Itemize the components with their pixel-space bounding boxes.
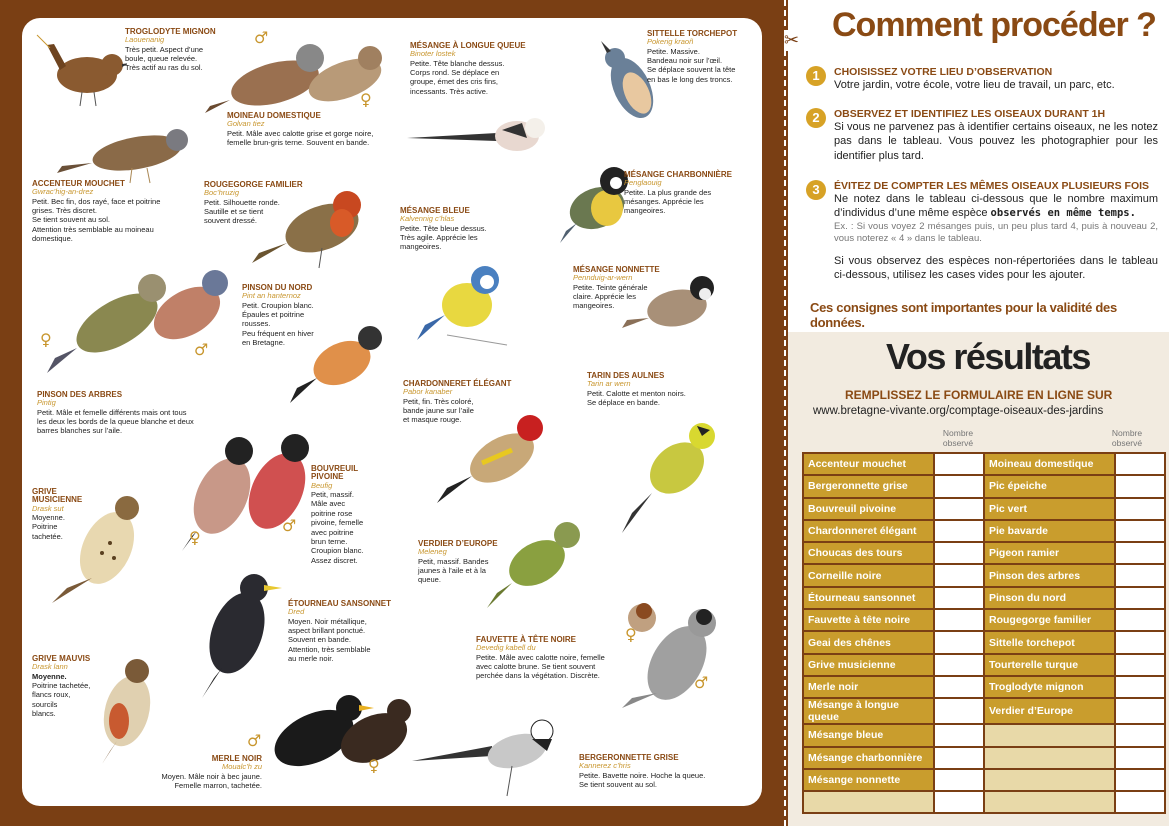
count-input[interactable] xyxy=(934,564,984,586)
mesange-lq-illustration xyxy=(397,108,557,168)
female-symbol: ♀ xyxy=(360,90,372,109)
grive-mauvis-desc: Poitrine tachetée, flancs roux, sourcils blancs. xyxy=(32,681,91,719)
step-1 xyxy=(806,66,1158,92)
pinson-arbres-name: PINSON DES ARBRES xyxy=(37,390,123,399)
step-3-heading: ÉVITEZ DE COMPTER LES MÊMES OISEAUX PLUSIEURS FOIS xyxy=(834,180,1150,192)
grive-mus-local: Drask sut xyxy=(32,503,64,513)
table-row xyxy=(803,609,1165,631)
species-name: Chardonneret élégant xyxy=(803,520,934,542)
table-row xyxy=(803,453,1165,475)
form-heading: REMPLISSEZ LE FORMULAIRE EN LIGNE SUR xyxy=(845,388,1113,402)
table-row xyxy=(803,520,1165,542)
species-name: Tourterelle turque xyxy=(984,654,1115,676)
sittelle-local: Pokerig kraoñ xyxy=(647,37,694,47)
table-row xyxy=(803,747,1165,769)
how-title: Comment procéder ? xyxy=(832,6,1156,44)
nonnette-local: Pennduig-ar-wern xyxy=(573,273,633,283)
step-3-text-bold: observés en même temps. xyxy=(990,207,1136,220)
table-row xyxy=(803,564,1165,586)
species-name: Geai des chênes xyxy=(803,631,934,653)
step-2-number: 2 xyxy=(806,108,826,128)
male-symbol: ♂ xyxy=(194,340,209,359)
bouvreuil-desc: Petit, massif. Mâle avec poitrine rose pivoine, femelle avec poitrine brun terne. Croupion blanc. Assez discret. xyxy=(311,490,364,565)
merle-illustration xyxy=(244,683,424,793)
count-input[interactable] xyxy=(934,791,984,813)
bergeronnette-desc: Petite. Bavette noire. Hoche la queue. Se tient souvent au sol. xyxy=(579,770,706,790)
troglodyte-local: Laouenanig xyxy=(125,35,165,45)
bergeronnette-illustration xyxy=(407,706,572,806)
chardonneret-desc: Petit, fin. Très coloré, bande jaune sur l’aile et masque rouge. xyxy=(403,396,474,425)
species-name: Accenteur mouchet xyxy=(803,453,934,475)
fauvette-info xyxy=(476,636,656,681)
count-input[interactable] xyxy=(1115,542,1165,564)
table-row xyxy=(803,631,1165,653)
bergeronnette-name: BERGERONNETTE GRISE xyxy=(579,753,679,762)
male-symbol: ♂ xyxy=(282,516,297,535)
tarin-info xyxy=(587,372,717,407)
moineau-name: MOINEAU DOMESTIQUE xyxy=(227,111,321,120)
step-3-example: Ex. : Si vous voyez 2 mésanges puis, un peu plus tard 4, puis à nouveau 2, vous noterez « 4 » dans le tableau. xyxy=(834,220,1158,245)
count-input[interactable] xyxy=(934,654,984,676)
count-input[interactable] xyxy=(1115,698,1165,724)
count-input[interactable] xyxy=(934,724,984,746)
charbonniere-local: Penglaouig xyxy=(624,178,662,188)
count-input[interactable] xyxy=(934,475,984,497)
species-name: Troglodyte mignon xyxy=(984,676,1115,698)
empty-species-cell[interactable] xyxy=(984,769,1115,791)
step-2-heading: OBSERVEZ ET IDENTIFIEZ LES OISEAUX DURANT 1H xyxy=(834,108,1106,120)
table-row xyxy=(803,475,1165,497)
tarin-desc: Petit. Calotte et menton noirs. Se déplace en bande. xyxy=(587,388,686,408)
pinson-nord-illustration xyxy=(282,313,392,413)
count-input[interactable] xyxy=(1115,498,1165,520)
chardonneret-illustration xyxy=(412,398,562,508)
bouvreuil-info xyxy=(311,465,391,565)
table-row xyxy=(803,542,1165,564)
species-name: Mésange à longue queue xyxy=(803,698,934,724)
etourneau-illustration xyxy=(182,563,292,703)
charbonniere-desc: Petite. La plus grande des mésanges. Apprécie les mangeoires. xyxy=(624,187,712,216)
species-name: Grive musicienne xyxy=(803,654,934,676)
scissors-icon: ✂ xyxy=(784,30,800,51)
male-symbol: ♂ xyxy=(254,28,269,47)
species-name: Mésange charbonnière xyxy=(803,747,934,769)
pinson-nord-local: Pint an hanternoz xyxy=(242,291,301,301)
important-note: Ces consignes sont importantes pour la validité des données. xyxy=(810,300,1117,330)
bird-guide-panel xyxy=(22,18,762,806)
empty-species-cell[interactable] xyxy=(803,791,934,813)
bleue-illustration xyxy=(407,250,517,350)
count-input[interactable] xyxy=(1115,609,1165,631)
species-name: Rougegorge familier xyxy=(984,609,1115,631)
rougegorge-info xyxy=(204,181,324,226)
mesange-lq-name: MÉSANGE À LONGUE QUEUE xyxy=(410,41,526,50)
species-name: Pic épeiche xyxy=(984,475,1115,497)
accenteur-name: ACCENTEUR MOUCHET xyxy=(32,179,125,188)
pinson-arbres-desc: Petit. Mâle et femelle différents mais ont tous les deux les bords de la queue blanche et deux barres blanches sur l’aile. xyxy=(37,407,194,436)
mesange-lq-info xyxy=(410,42,540,96)
tarin-local: Tarin ar wern xyxy=(587,379,631,389)
grive-mus-name: GRIVE MUSICIENNE xyxy=(32,487,83,505)
sittelle-desc: Petite. Massive. Bandeau noir sur l’œil. Se déplace souvent la tête en bas le long des troncs. xyxy=(647,46,736,84)
bleue-info xyxy=(400,207,510,252)
pinson-nord-name: PINSON DU NORD xyxy=(242,283,313,292)
species-name: Mésange nonnette xyxy=(803,769,934,791)
mesange-lq-desc: Petite. Tête blanche dessus. Corps rond. Se déplace en groupe, émet des cris fins, incessants. Très active. xyxy=(410,58,505,96)
grive-mauvis-illustration xyxy=(77,646,167,771)
count-input[interactable] xyxy=(1115,453,1165,475)
tarin-name: TARIN DES AULNES xyxy=(587,371,665,380)
species-name: Mésange bleue xyxy=(803,724,934,746)
grive-mus-desc: Moyenne. Poitrine tachetée. xyxy=(32,513,65,541)
merle-desc: Moyen. Mâle noir à bec jaune. Femelle marron, tachetée. xyxy=(161,771,262,791)
charbonniere-info xyxy=(624,171,744,216)
bergeronnette-local: Kannerez c’hris xyxy=(579,761,631,771)
count-input[interactable] xyxy=(1115,631,1165,653)
accenteur-desc: Petit. Bec fin, dos rayé, face et poitrine grises. Très discret. Se tient souvent au sol. Attention très semblable au moineau domestique. xyxy=(32,196,161,244)
count-input[interactable] xyxy=(1115,520,1165,542)
count-input[interactable] xyxy=(1115,475,1165,497)
count-input[interactable] xyxy=(934,520,984,542)
fauvette-desc: Petite. Mâle avec calotte noire, femelle avec calotte brune. Se tient souvent perchée dans la végétation. Discrète. xyxy=(476,652,605,681)
accenteur-local: Gwrac’hig-an-drez xyxy=(32,187,94,197)
male-symbol: ♂ xyxy=(247,731,262,750)
female-symbol: ♀ xyxy=(625,625,637,644)
grive-mauvis-name: GRIVE MAUVIS xyxy=(32,654,91,663)
table-row xyxy=(803,724,1165,746)
count-input[interactable] xyxy=(1115,791,1165,813)
bouvreuil-name: BOUVREUIL PIVOINE xyxy=(311,464,359,482)
count-input[interactable] xyxy=(1115,724,1165,746)
chardonneret-name: CHARDONNERET ÉLÉGANT xyxy=(403,379,512,388)
species-name: Choucas des tours xyxy=(803,542,934,564)
species-name: Moineau domestique xyxy=(984,453,1115,475)
step-3-text-a: Ne notez dans le tableau ci-dessous que le nombre maximum d’individus d’une même espèce xyxy=(834,193,1158,220)
bouvreuil-local: Beufig xyxy=(311,480,333,490)
pinson-arbres-local: Pintig xyxy=(37,398,56,408)
results-title: Vos résultats xyxy=(886,336,1090,377)
count-input[interactable] xyxy=(934,631,984,653)
merle-info xyxy=(132,755,262,790)
grive-mus-illustration xyxy=(32,483,152,608)
count-input[interactable] xyxy=(1115,654,1165,676)
table-row xyxy=(803,498,1165,520)
empty-species-cell[interactable] xyxy=(984,747,1115,769)
step-3 xyxy=(806,180,1158,282)
grive-mauvis-local: Drask lann xyxy=(32,662,68,672)
step-3-text-2: Si vous observez des espèces non-répertoriées dans le tableau ci-dessous, utilisez les cases vides pour les ajouter. xyxy=(834,254,1158,281)
table-row xyxy=(803,698,1165,724)
female-symbol: ♀ xyxy=(189,528,201,547)
merle-local: Moualc’h zu xyxy=(221,762,262,772)
species-name: Pinson des arbres xyxy=(984,564,1115,586)
pinson-nord-desc: Petit. Croupion blanc. Épaules et poitrine rousses. Peu fréquent en hiver en Bretagne. xyxy=(242,300,314,348)
fauvette-name: FAUVETTE À TÊTE NOIRE xyxy=(476,635,577,644)
empty-species-cell[interactable] xyxy=(984,724,1115,746)
step-2-text: Si vous ne parvenez pas à identifier certains oiseaux, ne les notez pas dans le tableau. Vous pouvez les photographier pour les identifier plus tard. xyxy=(834,121,1158,162)
count-input[interactable] xyxy=(934,587,984,609)
etourneau-name: ÉTOURNEAU SANSONNET xyxy=(288,599,391,608)
chardonneret-local: Pabor kanaber xyxy=(403,387,453,397)
count-input[interactable] xyxy=(934,698,984,724)
species-name: Fauvette à tête noire xyxy=(803,609,934,631)
species-name: Sittelle torchepot xyxy=(984,631,1115,653)
species-name: Pic vert xyxy=(984,498,1115,520)
count-input[interactable] xyxy=(934,609,984,631)
verdier-illustration xyxy=(482,513,592,613)
species-name: Merle noir xyxy=(803,676,934,698)
table-row xyxy=(803,654,1165,676)
troglodyte-desc: Très petit. Aspect d’une boule, queue relevée. Très actif au ras du sol. xyxy=(125,44,204,73)
accenteur-illustration xyxy=(52,118,202,188)
bleue-name: MÉSANGE BLEUE xyxy=(400,206,470,215)
grive-mauvis-desc-bold: Moyenne. xyxy=(32,671,67,681)
table-row xyxy=(803,791,1165,813)
troglodyte-name: TROGLODYTE MIGNON xyxy=(125,27,216,36)
count-input[interactable] xyxy=(1115,747,1165,769)
sittelle-name: SITTELLE TORCHEPOT xyxy=(647,29,738,38)
species-name: Pie bavarde xyxy=(984,520,1115,542)
count-input[interactable] xyxy=(1115,587,1165,609)
form-url-link[interactable]: www.bretagne-vivante.org/comptage-oiseaux-des-jardins xyxy=(813,405,1104,417)
female-symbol: ♀ xyxy=(368,756,380,775)
species-name: Bergeronnette grise xyxy=(803,475,934,497)
step-2 xyxy=(806,108,1158,163)
species-name: Corneille noire xyxy=(803,564,934,586)
step-1-number: 1 xyxy=(806,66,826,86)
step-3-number: 3 xyxy=(806,180,826,200)
charbonniere-name: MÉSANGE CHARBONNIÈRE xyxy=(624,170,733,179)
verdier-name: VERDIER D’EUROPE xyxy=(418,539,498,548)
count-input[interactable] xyxy=(934,747,984,769)
step-3-text xyxy=(834,192,1158,221)
nonnette-desc: Petite. Teinte générale claire. Apprécie les mangeoires. xyxy=(573,282,648,311)
count-input[interactable] xyxy=(1115,769,1165,791)
pinson-arbres-illustration xyxy=(37,253,237,383)
verdier-desc: Petit, massif. Bandes jaunes à l’aile et à la queue. xyxy=(418,556,489,585)
rougegorge-name: ROUGEGORGE FAMILIER xyxy=(204,180,303,189)
merle-name: MERLE NOIR xyxy=(211,754,262,763)
species-name: Verdier d’Europe xyxy=(984,698,1115,724)
count-column-header: Nombre observé xyxy=(942,428,974,449)
step-1-heading: CHOISISSEZ VOTRE LIEU D’OBSERVATION xyxy=(834,66,1053,78)
table-row xyxy=(803,769,1165,791)
species-name: Bouvreuil pivoine xyxy=(803,498,934,520)
tarin-illustration xyxy=(602,408,732,538)
mesange-lq-local: Binoter lostek xyxy=(410,49,456,59)
troglodyte-illustration xyxy=(32,30,127,110)
count-input[interactable] xyxy=(934,676,984,698)
step-1-text: Votre jardin, votre école, votre lieu de travail, un parc, etc. xyxy=(834,79,1115,91)
count-input[interactable] xyxy=(934,542,984,564)
female-symbol: ♀ xyxy=(40,330,52,349)
sittelle-info xyxy=(647,30,757,84)
rougegorge-desc: Petit. Silhouette ronde. Sautille et se tient souvent dressé. xyxy=(204,197,280,226)
rougegorge-local: Boc’hruzig xyxy=(204,188,240,198)
moineau-desc: Petit. Mâle avec calotte grise et gorge noire, femelle brun-gris terne. Souvent en bande. xyxy=(227,128,374,148)
etourneau-desc: Moyen. Noir métallique, aspect brillant ponctué. Souvent en bande. Attention, très semblable au merle noir. xyxy=(288,616,371,664)
species-name: Pinson du nord xyxy=(984,587,1115,609)
male-symbol: ♂ xyxy=(694,673,709,692)
bleue-desc: Petite. Tête bleue dessus. Très agile. Apprécie les mangeoires. xyxy=(400,223,487,252)
count-input[interactable] xyxy=(934,498,984,520)
bergeronnette-info xyxy=(579,754,749,789)
table-row xyxy=(803,587,1165,609)
fauvette-local: Devedig kabell du xyxy=(476,643,536,653)
nonnette-illustration xyxy=(617,258,727,348)
etourneau-info xyxy=(288,600,408,664)
results-table xyxy=(802,452,1166,814)
accenteur-info xyxy=(32,180,212,244)
etourneau-local: Dred xyxy=(288,607,305,617)
nonnette-name: MÉSANGE NONNETTE xyxy=(573,265,660,274)
species-name: Étourneau sansonnet xyxy=(803,587,934,609)
verdier-local: Meleneg xyxy=(418,547,447,557)
empty-species-cell[interactable] xyxy=(984,791,1115,813)
table-row xyxy=(803,676,1165,698)
count-input[interactable] xyxy=(934,769,984,791)
count-input[interactable] xyxy=(934,453,984,475)
count-input[interactable] xyxy=(1115,564,1165,586)
bleue-local: Kalvennig c’hlas xyxy=(400,214,455,224)
count-column-header: Nombre observé xyxy=(1111,428,1143,449)
species-name: Pigeon ramier xyxy=(984,542,1115,564)
count-input[interactable] xyxy=(1115,676,1165,698)
moineau-local: Golvan tiez xyxy=(227,119,265,129)
